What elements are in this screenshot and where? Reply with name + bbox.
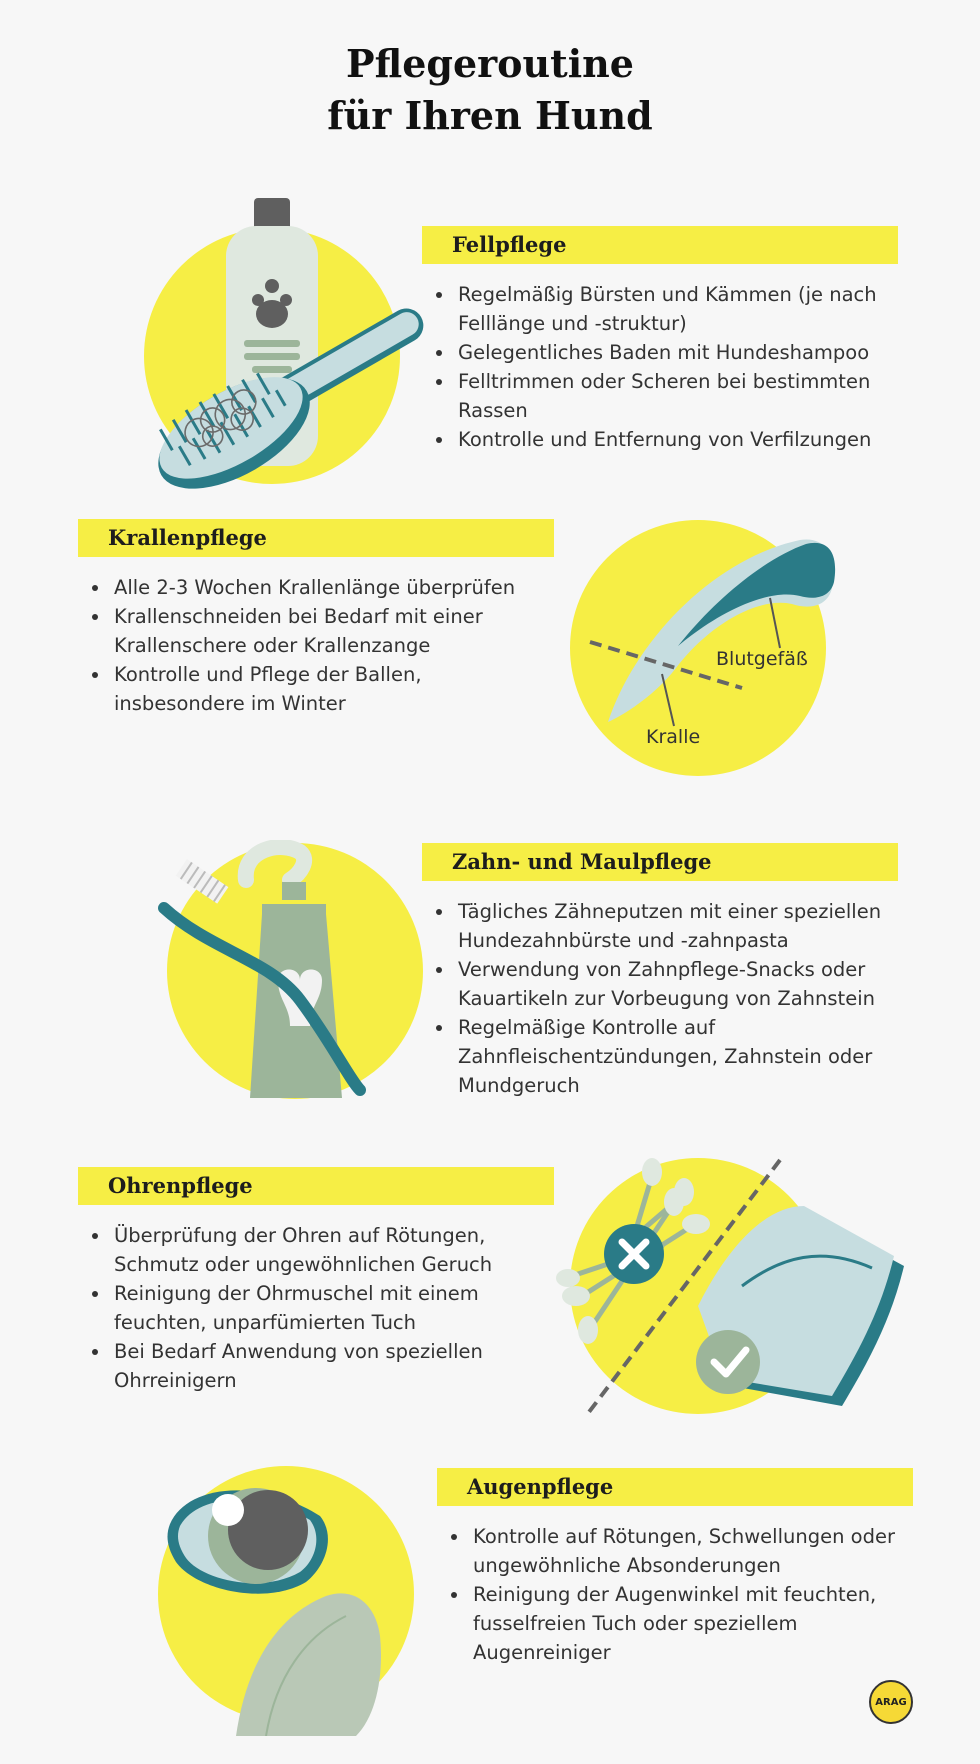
list-item: Felltrimmen oder Scheren bei bestimmten Rassen bbox=[422, 367, 898, 425]
list-item: Tägliches Zähneputzen mit einer speziellen Hundezahnbürste und -zahnpasta bbox=[422, 897, 898, 955]
list-item: Alle 2-3 Wochen Krallenlänge überprüfen bbox=[78, 573, 554, 602]
bullet-list bbox=[78, 573, 554, 718]
bullet-list bbox=[422, 280, 898, 454]
section-heading: Augenpflege bbox=[437, 1468, 913, 1506]
claw-label: Kralle bbox=[646, 726, 701, 748]
section-heading: Krallenpflege bbox=[78, 519, 554, 557]
claw-diagram-illustration bbox=[566, 518, 856, 778]
section-heading: Fellpflege bbox=[422, 226, 898, 264]
list-item: Bei Bedarf Anwendung von speziellen Ohrreinigern bbox=[78, 1337, 554, 1395]
brush-shampoo-illustration bbox=[140, 190, 440, 500]
list-item: Regelmäßig Bürsten und Kämmen (je nach Felllänge und -struktur) bbox=[422, 280, 898, 338]
eye-cleaning-illustration bbox=[156, 1466, 436, 1736]
list-item: Kontrolle und Entfernung von Verfilzungen bbox=[422, 425, 898, 454]
bullet-list bbox=[437, 1522, 913, 1667]
page-title bbox=[0, 38, 980, 142]
page-title-line-1: Pflegeroutine bbox=[346, 41, 634, 86]
list-item: Verwendung von Zahnpflege-Snacks oder Kauartikeln zur Vorbeugung von Zahnstein bbox=[422, 955, 898, 1013]
section-augenpflege bbox=[437, 1468, 913, 1667]
list-item: Reinigung der Ohrmuschel mit einem feuchten, unparfümierten Tuch bbox=[78, 1279, 554, 1337]
blood-vessel-label: Blutgefäß bbox=[716, 648, 808, 670]
list-item: Gelegentliches Baden mit Hundeshampoo bbox=[422, 338, 898, 367]
section-fellpflege bbox=[422, 226, 898, 454]
page-title-line-2: für Ihren Hund bbox=[327, 93, 653, 138]
section-heading: Zahn- und Maulpflege bbox=[422, 843, 898, 881]
list-item: Krallenschneiden bei Bedarf mit einer Krallenschere oder Krallenzange bbox=[78, 602, 554, 660]
section-heading: Ohrenpflege bbox=[78, 1167, 554, 1205]
toothbrush-toothpaste-illustration bbox=[150, 840, 440, 1100]
arag-logo: ARAG bbox=[869, 1680, 913, 1724]
checkmark-icon bbox=[696, 1330, 760, 1394]
bullet-list bbox=[78, 1221, 554, 1395]
section-zahnpflege bbox=[422, 843, 898, 1100]
ear-cleaning-illustration bbox=[552, 1146, 922, 1426]
list-item: Überprüfung der Ohren auf Rötungen, Schmutz oder ungewöhnlichen Geruch bbox=[78, 1221, 554, 1279]
list-item: Reinigung der Augenwinkel mit feuchten, fusselfreien Tuch oder speziellem Augenreiniger bbox=[437, 1580, 913, 1667]
bullet-list bbox=[422, 897, 898, 1100]
list-item: Kontrolle und Pflege der Ballen, insbesondere im Winter bbox=[78, 660, 554, 718]
list-item: Kontrolle auf Rötungen, Schwellungen oder ungewöhnliche Absonderungen bbox=[437, 1522, 913, 1580]
section-krallenpflege bbox=[78, 519, 554, 718]
list-item: Regelmäßige Kontrolle auf Zahnfleischentzündungen, Zahnstein oder Mundgeruch bbox=[422, 1013, 898, 1100]
section-ohrenpflege bbox=[78, 1167, 554, 1395]
